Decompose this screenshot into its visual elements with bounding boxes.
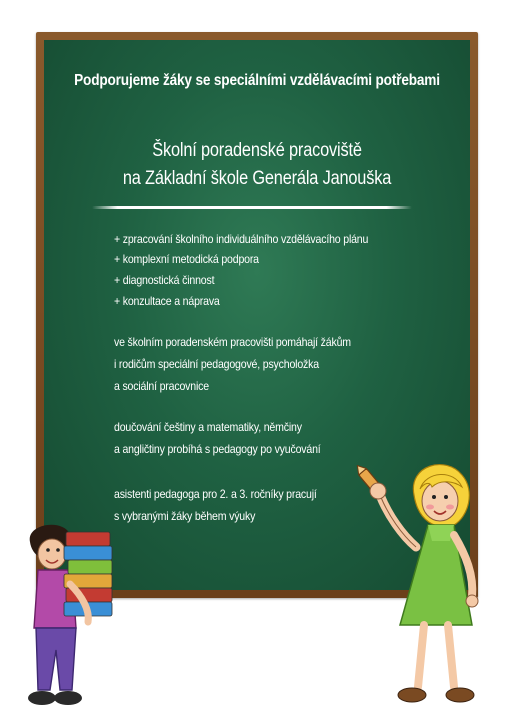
staff-text-line: i rodičům speciální pedagogové, psycholožka bbox=[114, 357, 319, 371]
assistants-text-line: s vybranými žáky během výuky bbox=[114, 509, 256, 523]
staff-text-line: a sociální pracovnice bbox=[114, 379, 209, 393]
poster-title-line-1: Školní poradenské pracoviště bbox=[152, 140, 362, 161]
chalk-underline bbox=[92, 206, 412, 209]
service-item: + konzultace a náprava bbox=[114, 294, 220, 308]
service-item: + zpracování školního individuálního vzdělávacího plánu bbox=[114, 232, 369, 246]
poster-title-line-2: na Základní škole Generála Janouška bbox=[122, 168, 392, 189]
tutoring-text-line: a angličtiny probíhá s pedagogy po vyučování bbox=[114, 442, 321, 456]
service-item: + diagnostická činnost bbox=[114, 273, 215, 287]
poster-heading: Podporujeme žáky se speciálními vzdělávacími potřebami bbox=[74, 72, 440, 89]
girl-with-chalk-illustration bbox=[336, 455, 486, 717]
assistants-text-line: asistenti pedagoga pro 2. a 3. ročníky pracují bbox=[114, 487, 317, 501]
service-item: + komplexní metodická podpora bbox=[114, 252, 259, 266]
tutoring-text-line: doučování češtiny a matematiky, němčiny bbox=[114, 420, 302, 434]
staff-text-line: ve školním poradenském pracovišti pomáhají žákům bbox=[114, 335, 351, 349]
boy-with-books-illustration bbox=[18, 520, 128, 718]
